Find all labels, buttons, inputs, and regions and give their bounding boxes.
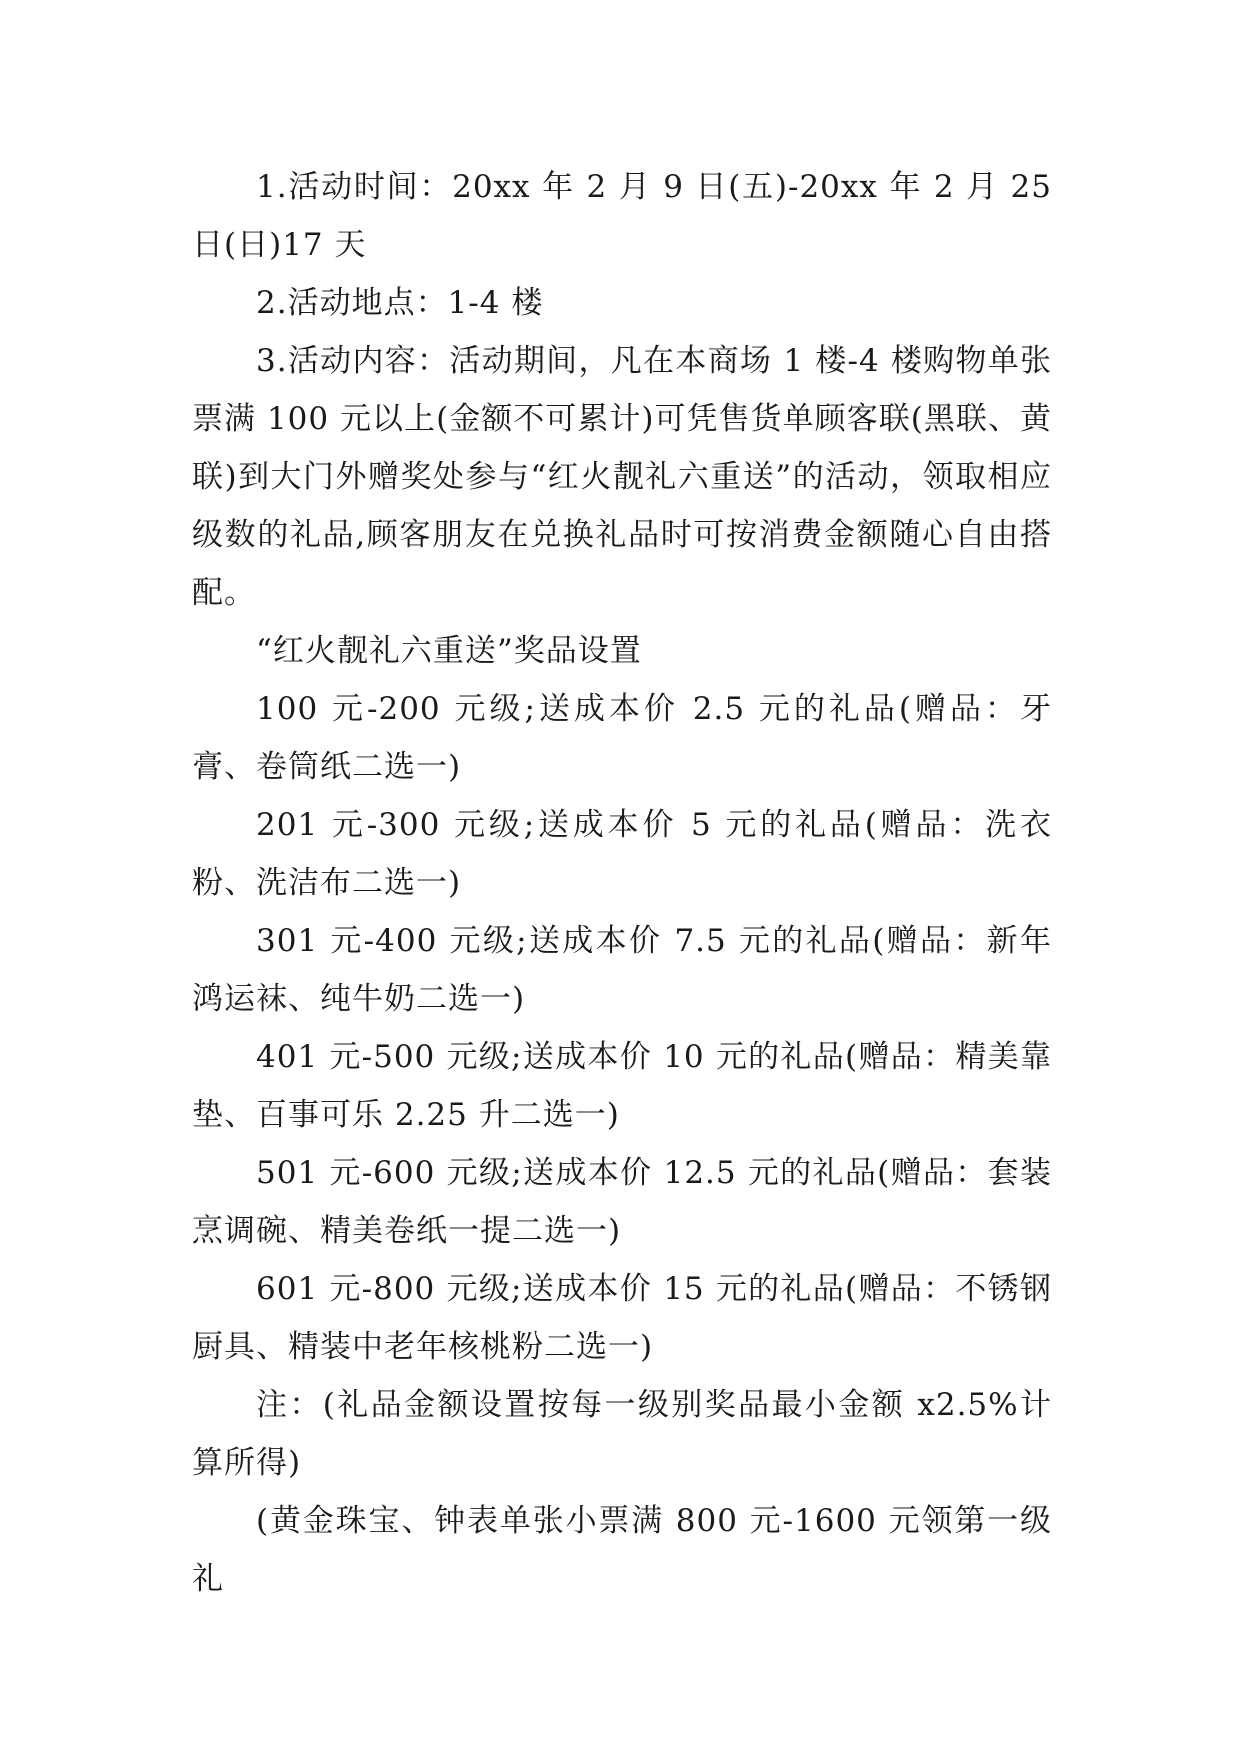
prize-level-4: 401 元-500 元级;送成本价 10 元的礼品(赠品：精美靠垫、百事可乐 2.25 升二选一): [192, 1039, 1052, 1133]
prize-note: 注：(礼品金额设置按每一级别奖品最小金额 x2.5%计算所得): [192, 1387, 1052, 1481]
paragraph-activity-content: 3.活动内容：活动期间，凡在本商场 1 楼-4 楼购物单张票满 100 元以上(金额不可累计)可凭售货单顾客联(黑联、黄联)到大门外赠奖处参与“红火靓礼六重送”的活动，领取相应级数的礼品,顾客朋友在兑换礼品时可按消费金额随心自由搭配。: [192, 343, 1052, 611]
paragraph-activity-location: 2.活动地点：1-4 楼: [256, 285, 544, 321]
document-body: [192, 158, 1052, 1608]
prize-level-5: 501 元-600 元级;送成本价 12.5 元的礼品(赠品：套装烹调碗、精美卷纸一提二选一): [192, 1155, 1052, 1249]
prize-level-2: 201 元-300 元级;送成本价 5 元的礼品(赠品：洗衣粉、洗洁布二选一): [192, 807, 1052, 901]
paragraph-activity-time: 1.活动时间：20xx 年 2 月 9 日(五)-20xx 年 2 月 25 日(日)17 天: [192, 169, 1052, 263]
prize-level-1: 100 元-200 元级;送成本价 2.5 元的礼品(赠品：牙膏、卷筒纸二选一): [192, 691, 1052, 785]
jewelry-note: (黄金珠宝、钟表单张小票满 800 元-1600 元领第一级礼: [192, 1503, 1052, 1597]
prize-section-heading: “红火靓礼六重送”奖品设置: [256, 633, 642, 669]
prize-level-6: 601 元-800 元级;送成本价 15 元的礼品(赠品：不锈钢厨具、精装中老年核桃粉二选一): [192, 1271, 1052, 1365]
prize-level-3: 301 元-400 元级;送成本价 7.5 元的礼品(赠品：新年鸿运袜、纯牛奶二选一): [192, 923, 1052, 1017]
